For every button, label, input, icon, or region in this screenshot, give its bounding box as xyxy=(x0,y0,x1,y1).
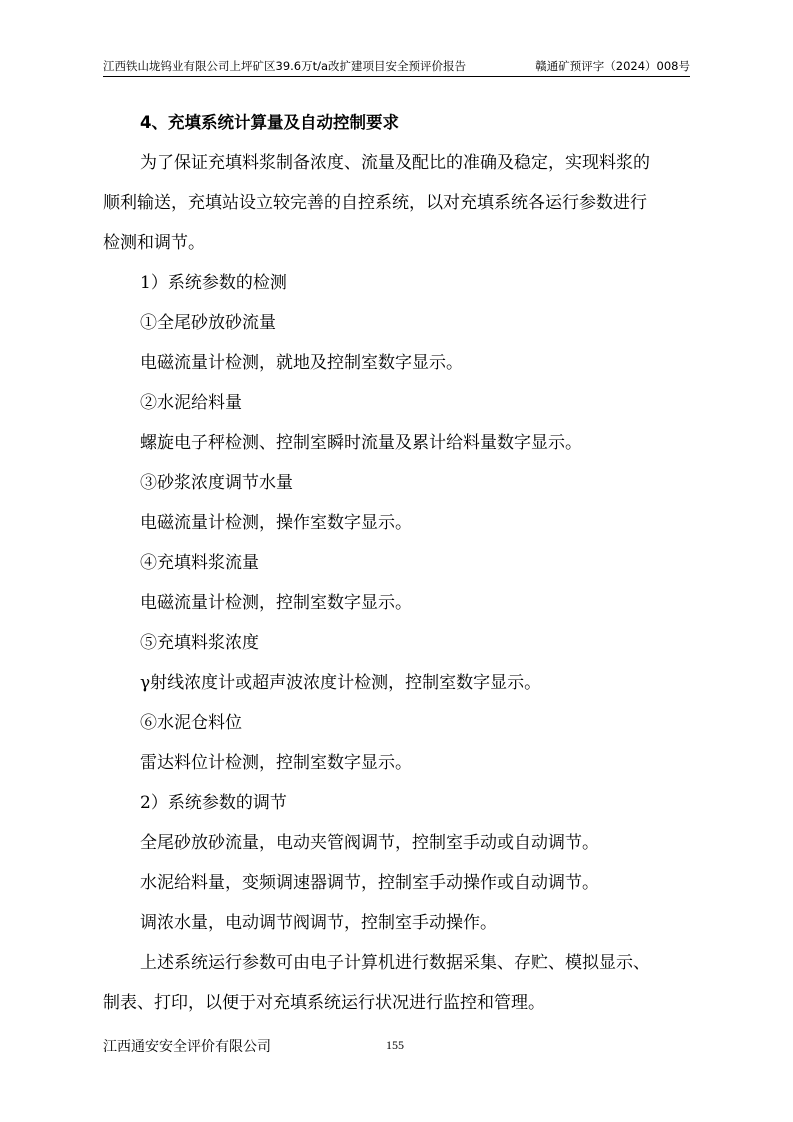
item-4-title: ④充填料浆流量 xyxy=(140,553,259,573)
footer-company: 江西通安安全评价有限公司 xyxy=(103,1039,271,1055)
item-3-title: ③砂浆浓度调节水量 xyxy=(140,473,293,493)
intro-line-1: 为了保证充填料浆制备浓度、流量及配比的准确及稳定，实现料浆的 xyxy=(140,153,650,173)
item-2-desc: 螺旋电子秤检测、控制室瞬时流量及累计给料量数字显示。 xyxy=(140,433,582,453)
intro-line-2: 顺利输送，充填站设立较完善的自控系统，以对充填系统各运行参数进行 xyxy=(103,193,647,213)
item-1-desc: 电磁流量计检测，就地及控制室数字显示。 xyxy=(140,353,463,373)
subsection-adjustment: 2）系统参数的调节 xyxy=(140,793,287,813)
page-header xyxy=(103,56,690,77)
item-1-title: ①全尾砂放砂流量 xyxy=(140,313,276,333)
header-report-number: 赣通矿预评字（2024）008号 xyxy=(535,59,690,73)
item-2-title: ②水泥给料量 xyxy=(140,393,242,413)
summary-line-1: 上述系统运行参数可由电子计算机进行数据采集、存贮、模拟显示、 xyxy=(140,953,650,973)
subsection-detection: 1）系统参数的检测 xyxy=(140,273,287,293)
item-4-desc: 电磁流量计检测，控制室数字显示。 xyxy=(140,593,412,613)
adjustment-3: 调浓水量，电动调节阀调节，控制室手动操作。 xyxy=(140,913,497,933)
intro-line-3: 检测和调节。 xyxy=(103,233,205,253)
page-number: 155 xyxy=(386,1038,404,1052)
item-5-title: ⑤充填料浆浓度 xyxy=(140,633,259,653)
header-report-title: 江西铁山垅钨业有限公司上坪矿区39.6万t/a改扩建项目安全预评价报告 xyxy=(103,59,467,73)
item-5-desc: γ射线浓度计或超声波浓度计检测，控制室数字显示。 xyxy=(140,673,542,693)
summary-line-2: 制表、打印，以便于对充填系统运行状况进行监控和管理。 xyxy=(103,993,545,1013)
section-title: 4、充填系统计算量及自动控制要求 xyxy=(140,113,399,132)
page-body xyxy=(103,103,693,1023)
item-3-desc: 电磁流量计检测，操作室数字显示。 xyxy=(140,513,412,533)
adjustment-1: 全尾砂放砂流量，电动夹管阀调节，控制室手动或自动调节。 xyxy=(140,833,599,853)
adjustment-2: 水泥给料量，变频调速器调节，控制室手动操作或自动调节。 xyxy=(140,873,599,893)
item-6-title: ⑥水泥仓料位 xyxy=(140,713,242,733)
item-6-desc: 雷达料位计检测，控制室数字显示。 xyxy=(140,753,412,773)
